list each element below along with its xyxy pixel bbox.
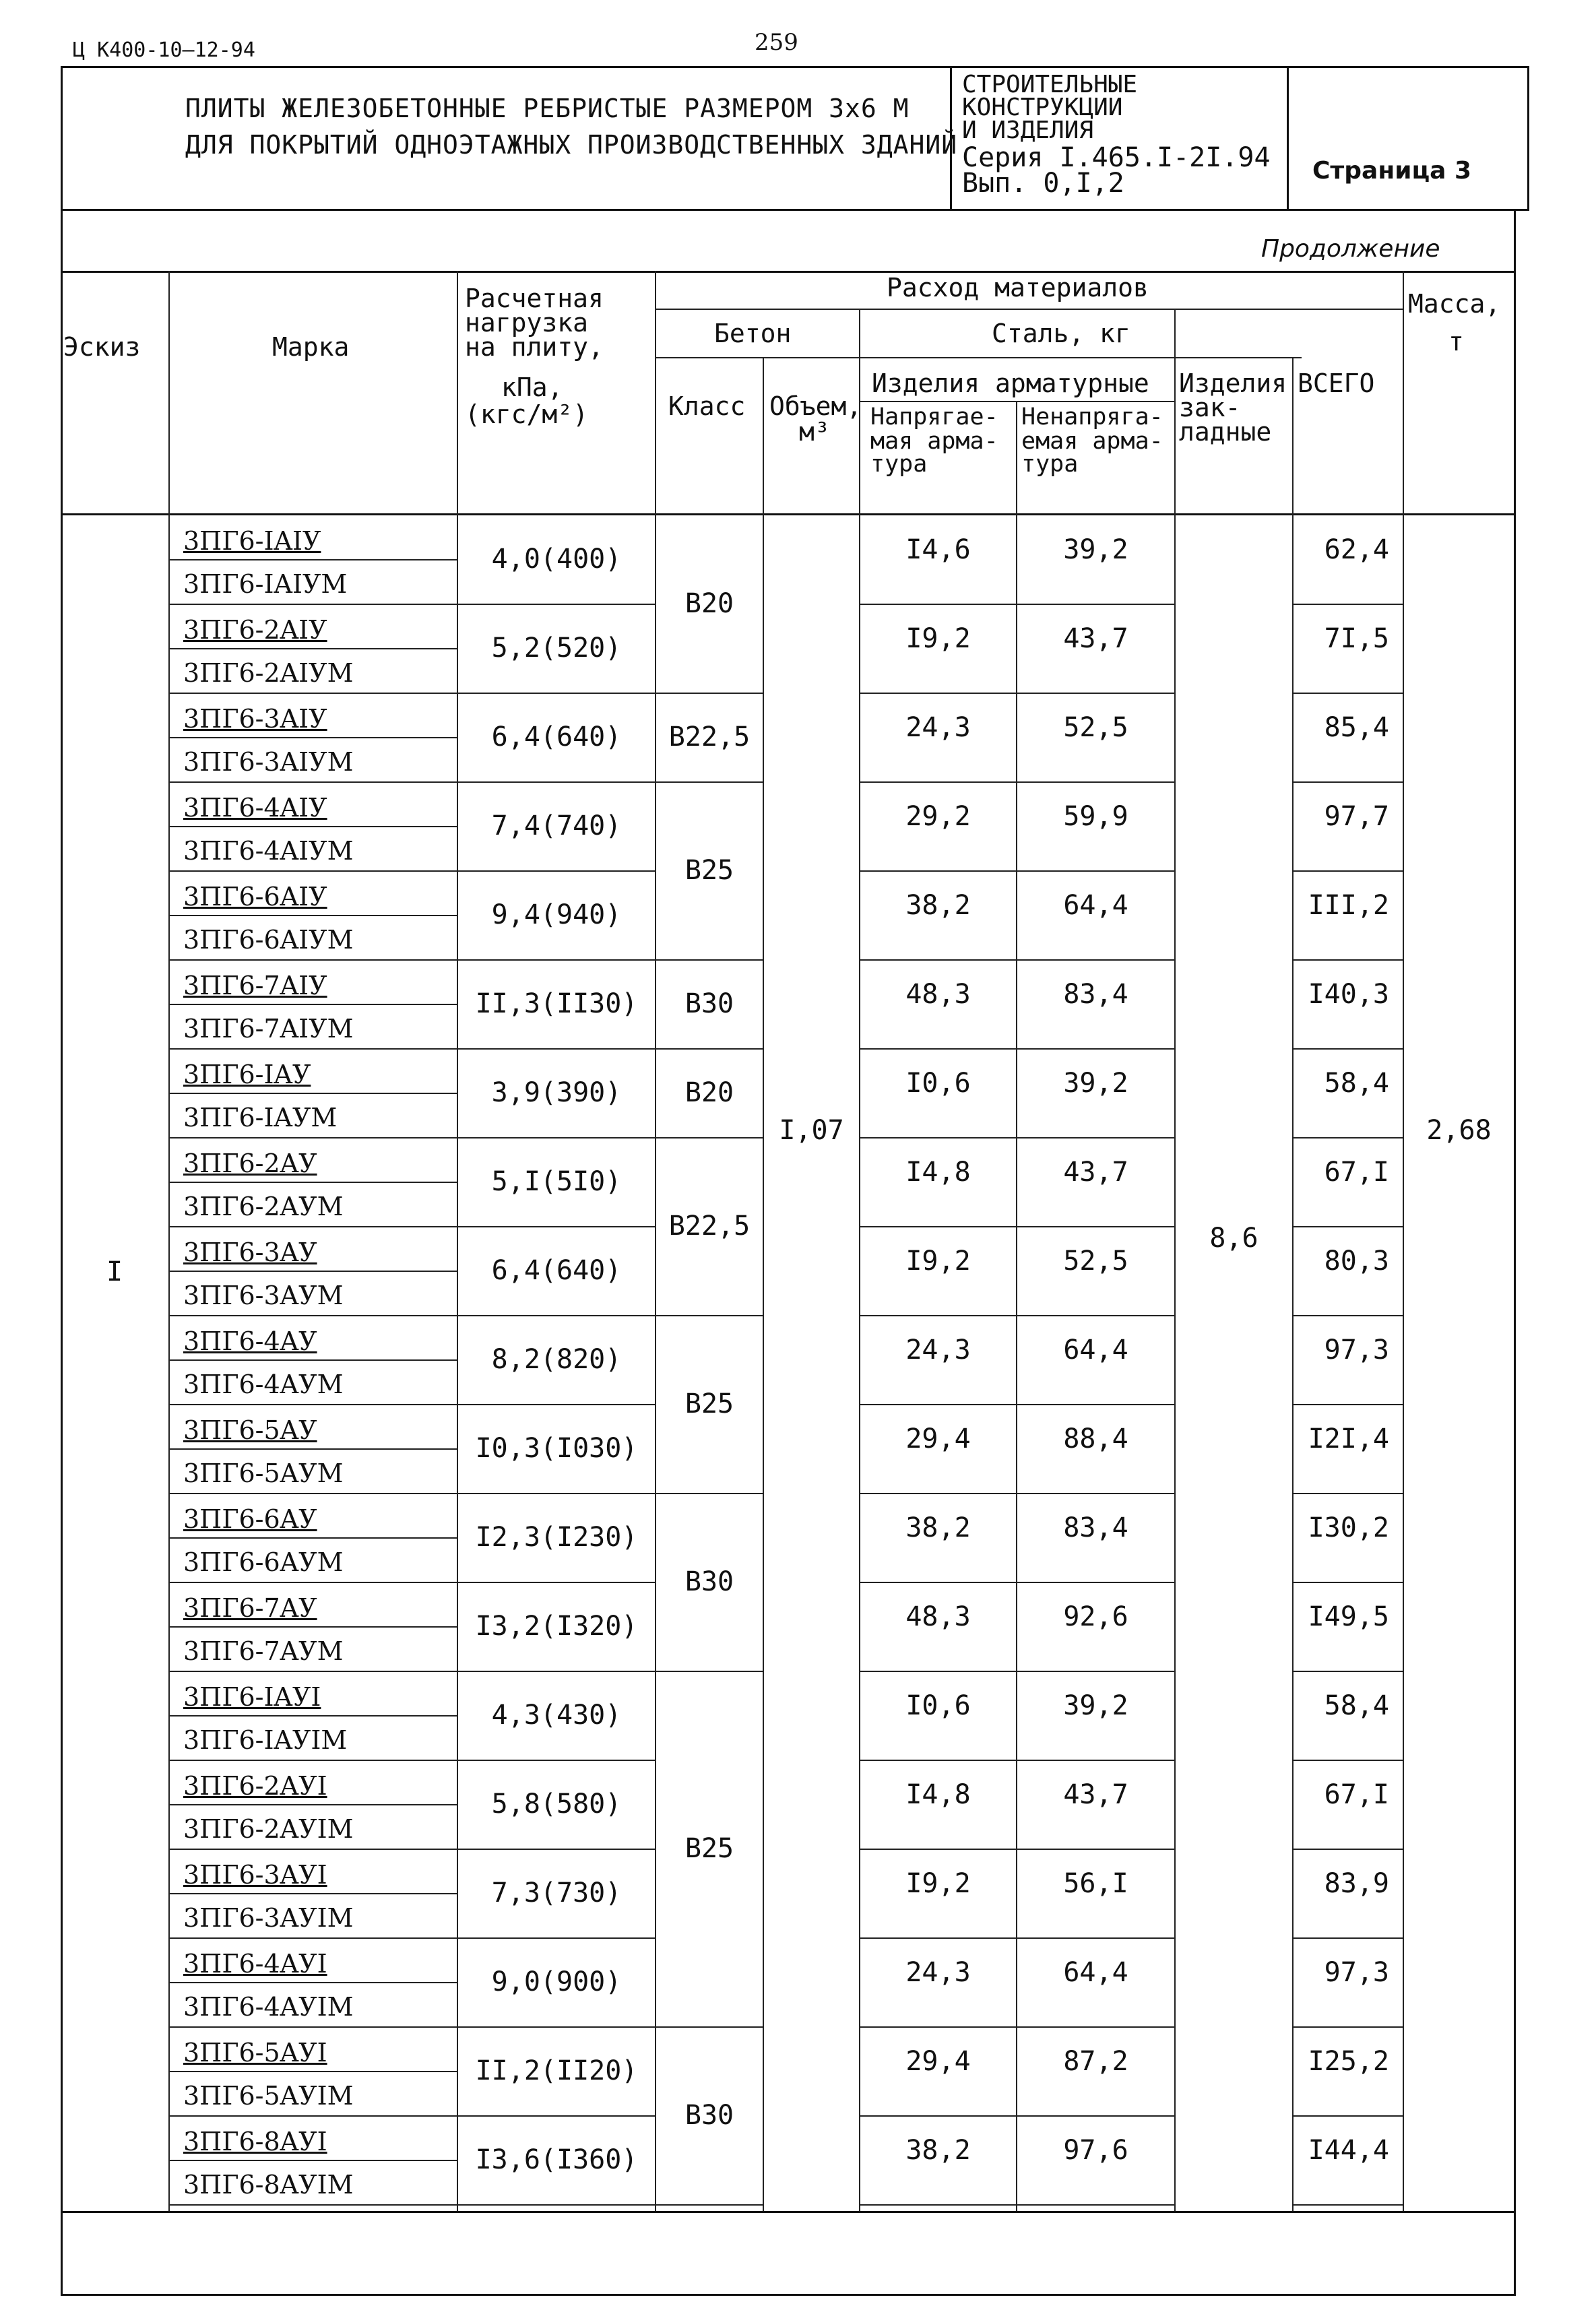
prestressed-value: I4,8 (905, 1157, 971, 1188)
group-divider (1294, 1849, 1403, 1850)
prestressed-value: 48,3 (905, 1601, 971, 1632)
category-line1: СТРОИТЕЛЬНЫЕ (962, 71, 1138, 98)
mark-primary: 3ПГ6-IAУI (183, 1682, 321, 1712)
class-divider (656, 1671, 763, 1672)
nonprestressed-value: 52,5 (1063, 1246, 1128, 1277)
mark-primary: 3ПГ6-7AУ (183, 1593, 317, 1623)
class-divider (656, 2026, 763, 2028)
prestressed-value: 38,2 (905, 2135, 971, 2166)
mark-primary: 3ПГ6-4AУI (183, 1949, 327, 1979)
prestressed-value: 29,2 (905, 801, 971, 832)
prestressed-value: 24,3 (905, 1957, 971, 1988)
total-value: 97,3 (1324, 1957, 1389, 1988)
group-divider (170, 2115, 655, 2117)
total-value: III,2 (1308, 890, 1389, 921)
nonprestressed-value: 43,7 (1063, 1779, 1128, 1810)
load-value: I2,3(I230) (475, 1522, 638, 1553)
class-value: B25 (684, 855, 734, 886)
group-divider (1294, 1137, 1403, 1138)
nonprestressed-value: 56,I (1063, 1868, 1128, 1899)
page-number: 259 (755, 29, 798, 56)
total-value: 80,3 (1324, 1246, 1389, 1277)
prestressed-value: I4,8 (905, 1779, 971, 1810)
header-load-l2: нагрузка (465, 308, 589, 338)
group-divider (860, 1226, 1174, 1227)
load-value: I3,6(I360) (475, 2144, 638, 2175)
nonprestressed-value: 39,2 (1063, 534, 1128, 565)
total-value: 85,4 (1324, 712, 1389, 743)
mark-primary: 3ПГ6-5AУ (183, 1415, 317, 1445)
group-divider (1294, 959, 1403, 961)
header-embedded-l3: ладные (1179, 417, 1272, 447)
class-value: B25 (684, 1388, 734, 1419)
prestressed-value: I0,6 (905, 1690, 971, 1721)
group-divider (170, 959, 655, 961)
class-divider (656, 1137, 763, 1138)
group-divider (860, 1760, 1174, 1761)
mark-secondary: 3ПГ6-5AУМ (183, 1458, 344, 1488)
group-divider (170, 1493, 655, 1494)
mark-primary: 3ПГ6-IAIУ (183, 526, 321, 556)
group-divider (170, 1582, 655, 1583)
mark-primary: 3ПГ6-3AУI (183, 1860, 327, 1890)
group-divider (1294, 781, 1403, 783)
header-embedded-l2: зак- (1179, 393, 1241, 422)
group-divider (170, 1849, 655, 1850)
header-mark: Марка (272, 332, 350, 362)
mark-secondary: 3ПГ6-6AIУМ (183, 925, 354, 955)
mark-divider (170, 1893, 457, 1894)
nonprestressed-value: 88,4 (1063, 1423, 1128, 1454)
header-embedded-l1: Изделия (1179, 368, 1287, 398)
total-value: I44,4 (1308, 2135, 1389, 2166)
mark-primary: 3ПГ6-2AIУ (183, 615, 327, 645)
group-divider (860, 1315, 1174, 1316)
prestressed-value: I9,2 (905, 623, 971, 654)
nonprestressed-value: 64,4 (1063, 1335, 1128, 1366)
nonprestressed-value: 83,4 (1063, 979, 1128, 1010)
nonprestressed-value: 52,5 (1063, 712, 1128, 743)
mark-secondary: 3ПГ6-IAУIМ (183, 1725, 348, 1755)
group-divider (860, 1937, 1174, 1939)
mark-divider (170, 1004, 457, 1005)
prestressed-value: I0,6 (905, 1068, 971, 1099)
group-divider (860, 870, 1174, 872)
group-divider (1294, 2026, 1403, 2028)
mark-primary: 3ПГ6-4AУ (183, 1326, 317, 1356)
group-divider (860, 1849, 1174, 1850)
prestressed-value: 29,4 (905, 2046, 971, 2077)
load-value: 9,4(940) (491, 899, 622, 930)
group-divider (1294, 1760, 1403, 1761)
group-divider (1294, 1315, 1403, 1316)
total-value: 97,3 (1324, 1335, 1389, 1366)
nonprestressed-value: 39,2 (1063, 1690, 1128, 1721)
group-divider (860, 604, 1174, 605)
class-divider (656, 1493, 763, 1494)
total-value: I30,2 (1308, 1512, 1389, 1543)
class-divider (656, 2204, 763, 2206)
group-divider (1294, 2204, 1403, 2206)
group-divider (1294, 1404, 1403, 1405)
load-value: 7,4(740) (491, 810, 622, 841)
mark-divider (170, 1093, 457, 1094)
group-divider (860, 1404, 1174, 1405)
mark-secondary: 3ПГ6-4AIУМ (183, 836, 354, 866)
header-volume-l2: м³ (799, 417, 830, 447)
group-divider (860, 2204, 1174, 2206)
mark-divider (170, 1182, 457, 1183)
group-divider (860, 1493, 1174, 1494)
mark-secondary: 3ПГ6-7AУМ (183, 1636, 344, 1666)
group-divider (170, 1404, 655, 1405)
load-value: II,3(II30) (475, 988, 638, 1019)
embedded-value: 8,6 (1209, 1223, 1258, 1254)
mark-secondary: 3ПГ6-4AУIМ (183, 1992, 354, 2022)
total-value: 7I,5 (1324, 623, 1389, 654)
group-divider (860, 959, 1174, 961)
nonprestressed-value: 97,6 (1063, 2135, 1128, 2166)
mark-divider (170, 1626, 457, 1628)
group-divider (860, 1671, 1174, 1672)
nonprestressed-value: 43,7 (1063, 1157, 1128, 1188)
mark-secondary: 3ПГ6-4AУМ (183, 1370, 344, 1399)
total-value: 58,4 (1324, 1068, 1389, 1099)
group-divider (170, 693, 655, 694)
sketch-value: I (106, 1256, 123, 1287)
class-value: B25 (684, 1833, 734, 1864)
header-rebar: Изделия арматурные (872, 368, 1149, 398)
header-mass-l2: т (1448, 327, 1464, 356)
continuation-label: Продолжение (1261, 235, 1440, 263)
class-value: B22,5 (668, 721, 751, 752)
mass-value: 2,68 (1426, 1115, 1492, 1146)
group-divider (1294, 1493, 1403, 1494)
mark-primary: 3ПГ6-2AУI (183, 1771, 327, 1801)
mark-divider (170, 1537, 457, 1539)
group-divider (1294, 693, 1403, 694)
nonprestressed-value: 39,2 (1063, 1068, 1128, 1099)
load-value: 5,I(5I0) (491, 1166, 622, 1197)
load-value: 8,2(820) (491, 1344, 622, 1375)
group-divider (170, 2026, 655, 2028)
class-divider (656, 693, 763, 694)
total-value: 67,I (1324, 1779, 1389, 1810)
group-divider (860, 693, 1174, 694)
category-line2: КОНСТРУКЦИИ (962, 94, 1123, 121)
load-value: 4,0(400) (491, 544, 622, 575)
header-class: Класс (668, 391, 746, 421)
class-value: B30 (684, 988, 734, 1019)
header-prestressed-l1: Напрягае- (870, 404, 998, 430)
mark-divider (170, 737, 457, 738)
mark-primary: 3ПГ6-IAУ (183, 1060, 311, 1089)
mark-divider (170, 1982, 457, 1983)
mark-divider (170, 1715, 457, 1717)
mark-secondary: 3ПГ6-IAУМ (183, 1103, 338, 1132)
mark-primary: 3ПГ6-2AУ (183, 1149, 317, 1178)
prestressed-value: 24,3 (905, 712, 971, 743)
mark-primary: 3ПГ6-3AIУ (183, 704, 327, 734)
prestressed-value: I9,2 (905, 1246, 971, 1277)
mark-divider (170, 2071, 457, 2072)
mark-divider (170, 915, 457, 916)
mark-secondary: 3ПГ6-3AУМ (183, 1281, 344, 1310)
class-value: B30 (684, 2100, 734, 2131)
header-load-l5: (кгс/м²) (465, 399, 589, 429)
class-value: B20 (684, 588, 734, 619)
group-divider (860, 2026, 1174, 2028)
group-divider (860, 1582, 1174, 1583)
mark-secondary: 3ПГ6-8AУIМ (183, 2170, 354, 2200)
group-divider (1294, 1671, 1403, 1672)
group-divider (170, 1760, 655, 1761)
header-steel: Сталь, кг (992, 319, 1130, 348)
mark-divider (170, 559, 457, 560)
load-value: 5,2(520) (491, 633, 622, 664)
class-divider (656, 1048, 763, 1050)
header-nonprestressed-l1: Ненапряга- (1021, 404, 1163, 430)
total-value: 67,I (1324, 1157, 1389, 1188)
group-divider (1294, 1582, 1403, 1583)
mark-primary: 3ПГ6-5AУI (183, 2038, 327, 2067)
header-concrete: Бетон (714, 319, 792, 348)
mark-primary: 3ПГ6-3AУ (183, 1238, 317, 1267)
mark-secondary: 3ПГ6-2AIУМ (183, 658, 354, 688)
mark-secondary: 3ПГ6-5AУIМ (183, 2081, 354, 2111)
class-divider (656, 959, 763, 961)
header-mass-l1: Масса, (1408, 289, 1501, 319)
prestressed-value: 29,4 (905, 1423, 971, 1454)
group-divider (170, 1671, 655, 1672)
class-value: B20 (684, 1077, 734, 1108)
prestressed-value: I9,2 (905, 1868, 971, 1899)
group-divider (1294, 870, 1403, 872)
prestressed-value: 38,2 (905, 1512, 971, 1543)
nonprestressed-value: 64,4 (1063, 1957, 1128, 1988)
total-value: I40,3 (1308, 979, 1389, 1010)
mark-divider (170, 1804, 457, 1805)
load-value: 7,3(730) (491, 1878, 622, 1908)
group-divider (860, 781, 1174, 783)
load-value: I0,3(I030) (475, 1433, 638, 1464)
group-divider (1294, 1937, 1403, 1939)
mark-secondary: 3ПГ6-7AIУМ (183, 1014, 354, 1044)
header-volume-l1: Объем, (769, 391, 862, 421)
mark-secondary: 3ПГ6-6AУМ (183, 1547, 344, 1577)
mark-primary: 3ПГ6-6AIУ (183, 882, 327, 911)
nonprestressed-value: 43,7 (1063, 623, 1128, 654)
nonprestressed-value: 92,6 (1063, 1601, 1128, 1632)
group-divider (170, 781, 655, 783)
total-value: 62,4 (1324, 534, 1389, 565)
load-value: 6,4(640) (491, 721, 622, 752)
document-title-line1: ПЛИТЫ ЖЕЛЕЗОБЕТОННЫЕ РЕБРИСТЫЕ РАЗМЕРОМ 3х6 М (185, 94, 909, 123)
class-divider (656, 781, 763, 783)
issue-number: Вып. 0,I,2 (962, 168, 1124, 199)
mark-divider (170, 826, 457, 827)
total-value: 83,9 (1324, 1868, 1389, 1899)
group-divider (1294, 1226, 1403, 1227)
header-load-l4: кПа, (501, 373, 563, 402)
load-value: 5,8(580) (491, 1789, 622, 1820)
mark-primary: 3ПГ6-6AУ (183, 1504, 317, 1534)
mark-divider (170, 1448, 457, 1450)
mark-divider (170, 1359, 457, 1361)
header-prestressed-l3: тура (870, 451, 928, 478)
header-nonprestressed-l2: емая арма- (1021, 428, 1163, 455)
total-value: I49,5 (1308, 1601, 1389, 1632)
mark-secondary: 3ПГ6-3AУIМ (183, 1903, 354, 1933)
header-nonprestressed-l3: тура (1021, 451, 1079, 478)
group-divider (1294, 2115, 1403, 2117)
load-value: I3,2(I320) (475, 1611, 638, 1642)
group-divider (860, 1048, 1174, 1050)
group-divider (860, 2115, 1174, 2117)
category-line3: И ИЗДЕЛИЯ (962, 117, 1094, 144)
group-divider (170, 1937, 655, 1939)
sheet-number: Страница 3 (1312, 157, 1472, 185)
load-value: 3,9(390) (491, 1077, 622, 1108)
header-load-l3: на плиту, (465, 332, 604, 362)
header-total: ВСЕГО (1298, 368, 1375, 398)
group-divider (1294, 604, 1403, 605)
total-value: I25,2 (1308, 2046, 1389, 2077)
header-load-l1: Расчетная (465, 284, 604, 313)
load-value: 9,0(900) (491, 1966, 622, 1997)
prestressed-value: 38,2 (905, 890, 971, 921)
load-value: II,2(II20) (475, 2055, 638, 2086)
nonprestressed-value: 87,2 (1063, 2046, 1128, 2077)
doc-code: Ц К400-10—12-94 (73, 38, 255, 62)
header-sketch: Эскиз (63, 332, 141, 362)
mark-secondary: 3ПГ6-2AУМ (183, 1192, 344, 1221)
mark-primary: 3ПГ6-4AIУ (183, 793, 327, 823)
prestressed-value: 48,3 (905, 979, 971, 1010)
mark-divider (170, 2160, 457, 2161)
total-value: I2I,4 (1308, 1423, 1389, 1454)
mark-divider (170, 1271, 457, 1272)
group-divider (170, 1315, 655, 1316)
total-value: 97,7 (1324, 801, 1389, 832)
nonprestressed-value: 83,4 (1063, 1512, 1128, 1543)
group-divider (170, 2204, 655, 2206)
mark-secondary: 3ПГ6-3AIУМ (183, 747, 354, 777)
series-number: Серия I.465.I-2I.94 (962, 142, 1271, 173)
mark-secondary: 3ПГ6-2AУIМ (183, 1814, 354, 1844)
nonprestressed-value: 64,4 (1063, 890, 1128, 921)
nonprestressed-value: 59,9 (1063, 801, 1128, 832)
mark-secondary: 3ПГ6-IAIУМ (183, 569, 348, 599)
class-value: B30 (684, 1566, 734, 1597)
group-divider (170, 604, 655, 605)
prestressed-value: 24,3 (905, 1335, 971, 1366)
group-divider (170, 1137, 655, 1138)
header-materials: Расход материалов (887, 273, 1149, 302)
prestressed-value: I4,6 (905, 534, 971, 565)
document-title-line2: ДЛЯ ПОКРЫТИЙ ОДНОЭТАЖНЫХ ПРОИЗВОДСТВЕННЫХ ЗДАНИЙ (185, 130, 958, 160)
volume-value: I,07 (779, 1115, 844, 1146)
group-divider (170, 1048, 655, 1050)
group-divider (170, 870, 655, 872)
mark-divider (170, 648, 457, 649)
group-divider (170, 1226, 655, 1227)
load-value: 4,3(430) (491, 1700, 622, 1731)
mark-primary: 3ПГ6-8AУI (183, 2127, 327, 2156)
total-value: 58,4 (1324, 1690, 1389, 1721)
mark-primary: 3ПГ6-7AIУ (183, 971, 327, 1000)
load-value: 6,4(640) (491, 1255, 622, 1286)
group-divider (1294, 1048, 1403, 1050)
header-prestressed-l2: мая арма- (870, 428, 998, 455)
class-value: B22,5 (668, 1211, 751, 1242)
group-divider (860, 1137, 1174, 1138)
class-divider (656, 1315, 763, 1316)
